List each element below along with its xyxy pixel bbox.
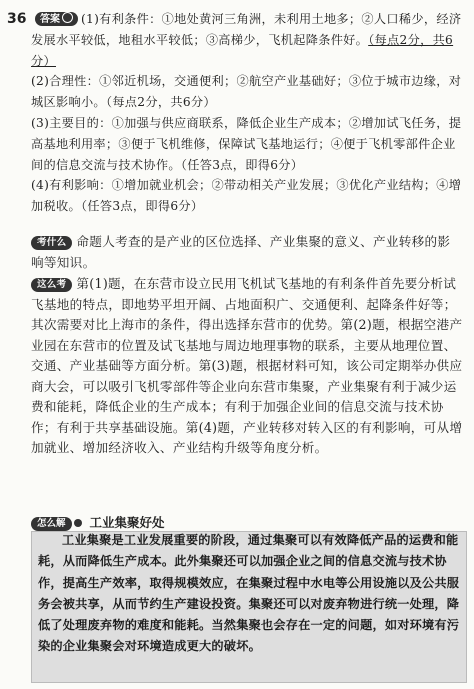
bullet-icon	[74, 519, 82, 527]
jiedu-tag: 怎么解	[31, 517, 72, 531]
zhemekao-tag: 这么考	[31, 278, 72, 292]
answer-part-1	[31, 9, 463, 71]
jiedu-content	[38, 530, 463, 658]
zhemekao-section	[31, 274, 463, 459]
answer-part-3-score: （任答3点，即得6分）	[180, 157, 304, 172]
answer-part-2-text: (2)合理性：①邻近机场，交通便利；②航空产业基础好；③位于城市边缘，对城区影响小。	[31, 74, 462, 110]
jiedu-title: 工业集聚好处	[89, 515, 165, 530]
answer-part-4	[31, 175, 463, 217]
question-number: 36	[7, 11, 27, 27]
answer-part-3-text: (3)主要目的：①加强与供应商联系，降低企业生产成本；②增加试飞任务，提高基地利用率；③便于飞机维修，保障试飞基地运行；④便于飞机零部件企业间的信息交流与技术协作。	[31, 115, 462, 172]
answer-part-1-text: (1)有利条件：①地处黄河三角洲，未利用土地多；②人口稀少，经济发展水平较低，地租水平较低；③高梯少，飞机起降条件好。	[31, 12, 462, 47]
answer-tag-label: 答案	[40, 14, 60, 25]
answer-part-2-score: （每点2分，共6分）	[105, 95, 216, 110]
answer-part-4-text: (4)有利影响：①增加就业机会；②带动相关产业发展；③优化产业结构；④增加税收。	[31, 178, 462, 214]
answer-section	[31, 9, 463, 217]
jiedu-paragraph: 工业集聚是工业发展重要的阶段，通过集聚可以有效降低产品的运费和能耗，从而降低生产成本。此外集聚还可以加强企业之间的信息交流与技术协作，提高生产效率，取得规模效应，在集聚过程中水电等公用设施以及公共服务会被共享，从而节约生产建设投资。集聚还可以对废弃物进行统一处理，降低了处理废弃物的难度和能耗。当然集聚也会存在一定的问题，如对环境有污染的企业集聚会对环境造成更大的破坏。	[38, 533, 460, 654]
jiedu-header	[31, 512, 165, 531]
kaoshenme-section	[31, 232, 463, 273]
answer-part-3	[31, 113, 463, 175]
kaoshenme-tag: 考什么	[31, 236, 72, 250]
answer-part-1-score: （每点2分，共6分）	[31, 32, 454, 68]
smile-icon	[62, 12, 73, 23]
kaoshenme-text: 命题人考查的是产业的区位选择、产业集聚的意义、产业转移的影响等知识。	[31, 234, 451, 270]
answer-part-2	[31, 71, 463, 113]
zhemekao-text: 第(1)题，在东营市设立民用飞机试飞基地的有利条件首先要分析试飞基地的特点，即地势平坦开阔、占地面积广、交通便利、起降条件好等；其次需要对比上海市的条件，得出选择东营市的优势。第(2)题，根据空港产业园在东营市的位置及试飞基地与周边地理事物的联系，主要从地理位置、交通、产业基础等方面分析。第(3)题，根据材料可知，该公司定期举办供应商大会，可以吸引飞机零部件等企业向东营市集聚，产业集聚有利于减少运费和能耗，降低企业的生产成本；有利于加强企业间的信息交流与技术协作；有利于共享基础设施。第(4)题，产业转移对转入区的有利影响，可从增加就业、增加经济收入、产业结构升级等角度分析。	[31, 276, 463, 455]
answer-tag	[35, 12, 78, 26]
answer-part-4-score: （任答3点，即得6分）	[80, 199, 204, 214]
